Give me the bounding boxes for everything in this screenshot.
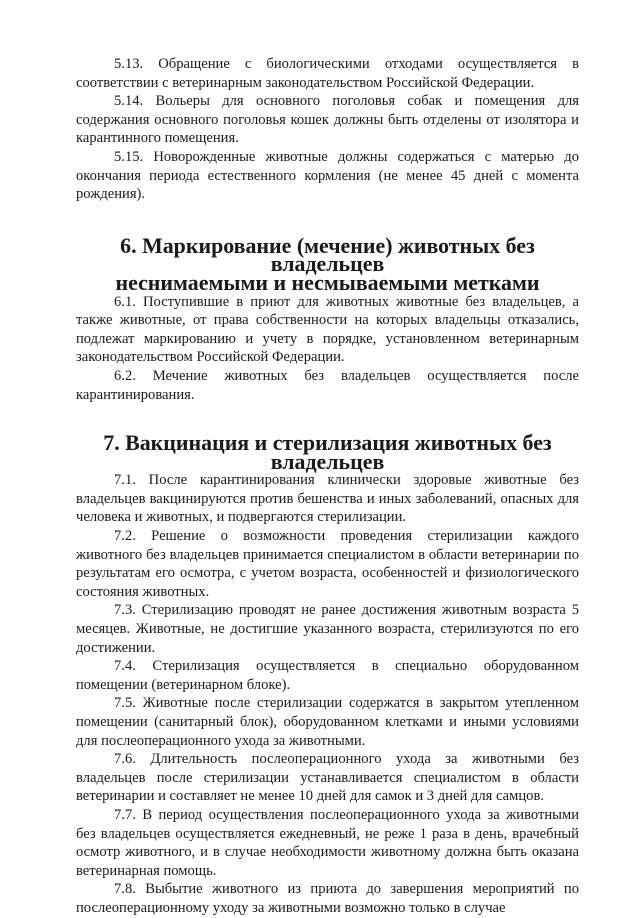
spacer xyxy=(76,204,579,237)
paragraph-5-14: 5.14. Вольеры для основного поголовья собак и помещения для содержания основного поголовья кошек должны быть отделены от изолятора и карантинного помещения. xyxy=(76,93,579,147)
paragraph-7-8: 7.8. Выбытие животного из приюта до завершения мероприятий по послеоперационному уходу за животными возможно только в случае xyxy=(76,881,579,916)
section-6-heading-line-2: неснимаемыми и несмываемыми метками xyxy=(115,269,540,295)
section-6-heading xyxy=(76,232,579,295)
paragraph-7-6: 7.6. Длительность послеоперационного ухода за животными без владельцев после стерилизации устанавливается специалистом в области ветеринарии и составляет не менее 10 дней для самок и 3 дней для самцов. xyxy=(76,751,579,805)
paragraph-5-15: 5.15. Новорожденные животные должны содержаться с матерью до окончания периода естественного кормления (не менее 45 дней с момента рождения). xyxy=(76,148,579,203)
paragraph-7-4: 7.4. Стерилизация осуществляется в специально оборудованном помещении (ветеринарном блоке). xyxy=(76,658,579,693)
section-6-heading-line-1: 6. Маркирование (мечение) животных без владельцев xyxy=(120,232,535,277)
paragraph-7-7: 7.7. В период осуществления послеоперационного ухода за животными без владельцев осуществляется ежедневный, не реже 1 раза в день, врачебный осмотр животного, и в случае необходимости животному должна быть оказана ветеринарная помощь. xyxy=(76,806,579,879)
paragraph-6-2: 6.2. Мечение животных без владельцев осуществляется после карантинирования. xyxy=(76,367,579,403)
paragraph-7-1: 7.1. После карантинирования клинически здоровые животные без владельцев вакцинируются против бешенства и иных заболеваний, опасных для человека и животных, и подвергаются стерилизации. xyxy=(76,472,579,526)
paragraph-7-2: 7.2. Решение о возможности проведения стерилизации каждого животного без владельцев принимается специалистом в области ветеринарии по результатам его осмотра, с учетом возраста, особенностей и физиологического состояния животных. xyxy=(76,528,579,600)
document-page xyxy=(76,55,579,918)
section-7-heading: 7. Вакцинация и стерилизация животных без владельцев xyxy=(103,430,552,474)
paragraph-5-13: 5.13. Обращение с биологическими отходами осуществляется в соответствии с ветеринарным законодательством Российской Федерации. xyxy=(76,56,579,91)
paragraph-6-1: 6.1. Поступившие в приют для животных животные без владельцев, а также животные, от права собственности на которых владельцы отказались, подлежат маркированию и учету в порядке, установленном ветеринарным законодательством Российской Федерации. xyxy=(76,293,579,366)
paragraph-7-3: 7.3. Стерилизацию проводят не ранее достижения животным возраста 5 месяцев. Животные, не достигшие указанного возраста, стерилизуются по его достижении. xyxy=(76,602,579,656)
paragraph-7-5: 7.5. Животные после стерилизации содержатся в закрытом утепленном помещении (санитарный блок), оборудованном клетками и иными условиями для послеоперационного ухода за животными. xyxy=(76,695,579,749)
